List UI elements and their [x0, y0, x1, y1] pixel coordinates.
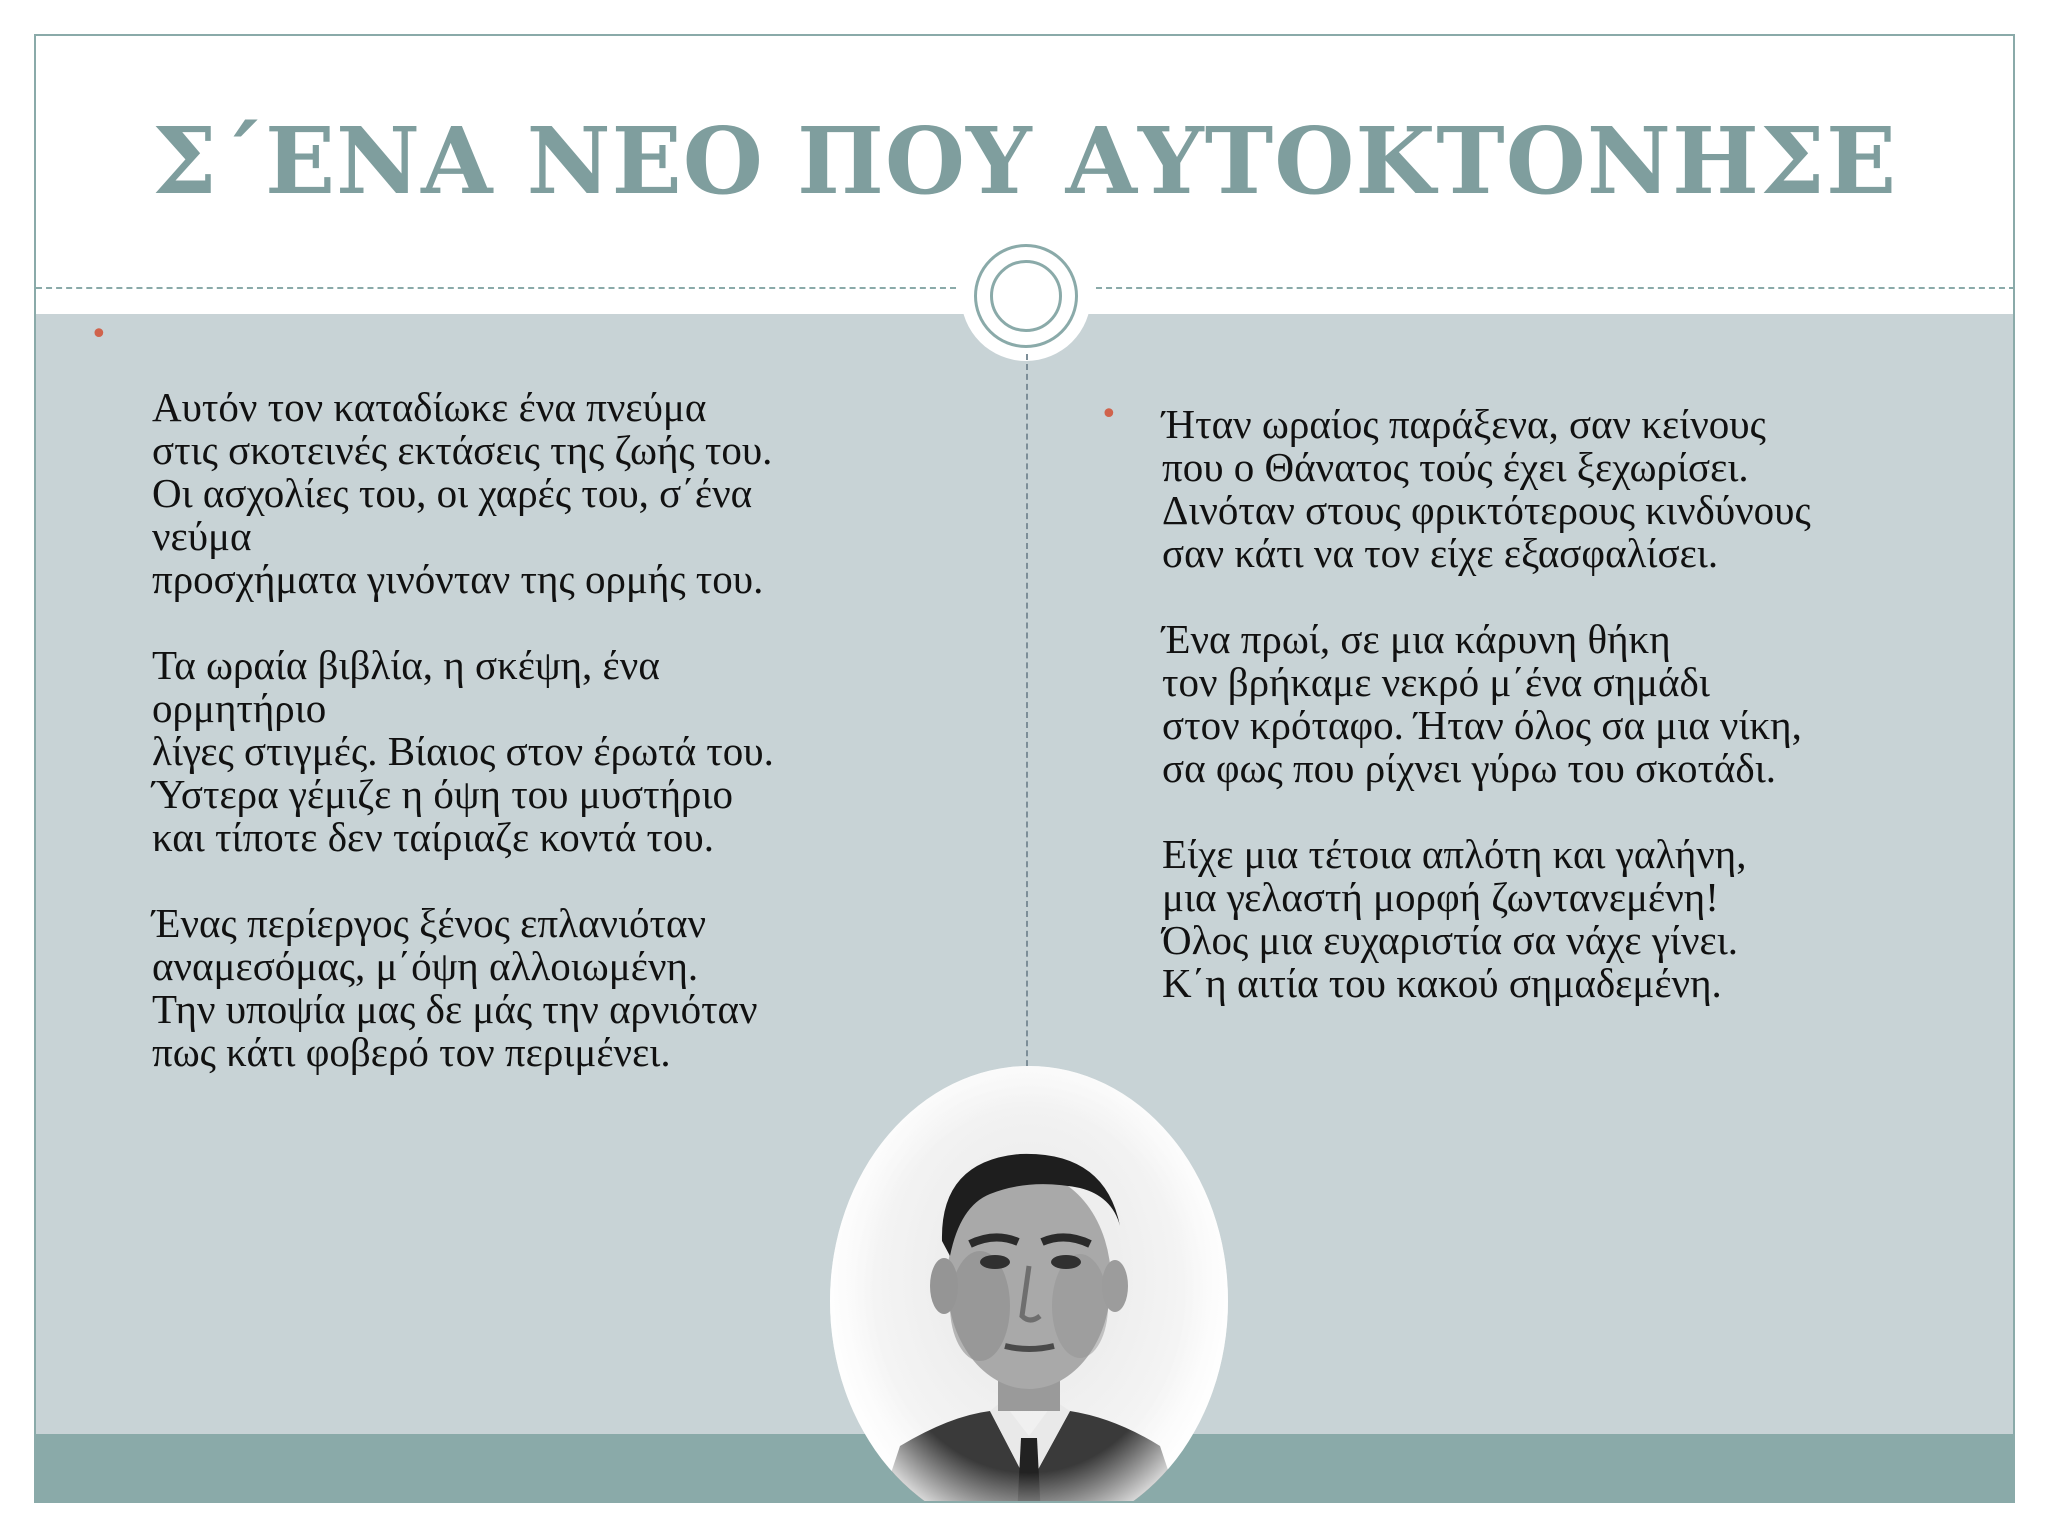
- ring-ornament-icon: [974, 244, 1078, 348]
- title-divider-left: [36, 287, 956, 289]
- poem-text-right: Ήταν ωραίος παράξενα, σαν κείνους που ο Θάνατος τούς έχει ξεχωρίσει. Δινόταν στους φρικτότερους κινδύνους σαν κάτι να τον είχε εξασφαλίσει. Ένα πρωί, σε μια κάρυνη θήκη τον βρήκαμε νεκρό μ΄ένα σημάδι στον κρόταφο. Ήταν όλος σα μια νίκη, σα φως που ρίχνει γύρω του σκοτάδι. Είχε μια τέτοια απλότη και γαλήνη, μια γελαστή μορφή ζωντανεμένη! Όλος μια ευχαριστία σα νάχε γίνει. Κ΄η αιτία του κακού σημαδεμένη.: [1162, 401, 1811, 1006]
- title-divider-right: [1096, 287, 2015, 289]
- bullet-icon: •: [90, 317, 108, 352]
- column-divider: [1026, 354, 1028, 1096]
- slide-title: Σ΄ΕΝΑ ΝΕΟ ΠΟΥ ΑΥΤΟΚΤΟΝΗΣΕ: [151, 107, 1898, 215]
- ring-ornament-inner: [990, 260, 1062, 332]
- poem-text-left: Αυτόν τον καταδίωκε ένα πνεύμα στις σκοτεινές εκτάσεις της ζωής του. Οι ασχολίες του, οι χαρές του, σ΄ένα νεύμα προσχήματα γινόνταν της ορμής του. Τα ωραία βιβλία, η σκέψη, ένα ορμητήριο λίγες στιγμές. Βίαιος στον έρωτά του. Ύστερα γέμιζε η όψη του μυστήριο και τίποτε δεν ταίριαζε κοντά του. Ένας περίεργος ξένος επλανιόταν αναμεσόμας, μ΄όψη αλλοιωμένη. Την υποψία μας δε μάς την αρνιόταν πως κάτι φοβερό τον περιμένει.: [152, 384, 774, 1075]
- slide: [34, 34, 2015, 1503]
- bullet-icon: •: [1100, 397, 1118, 432]
